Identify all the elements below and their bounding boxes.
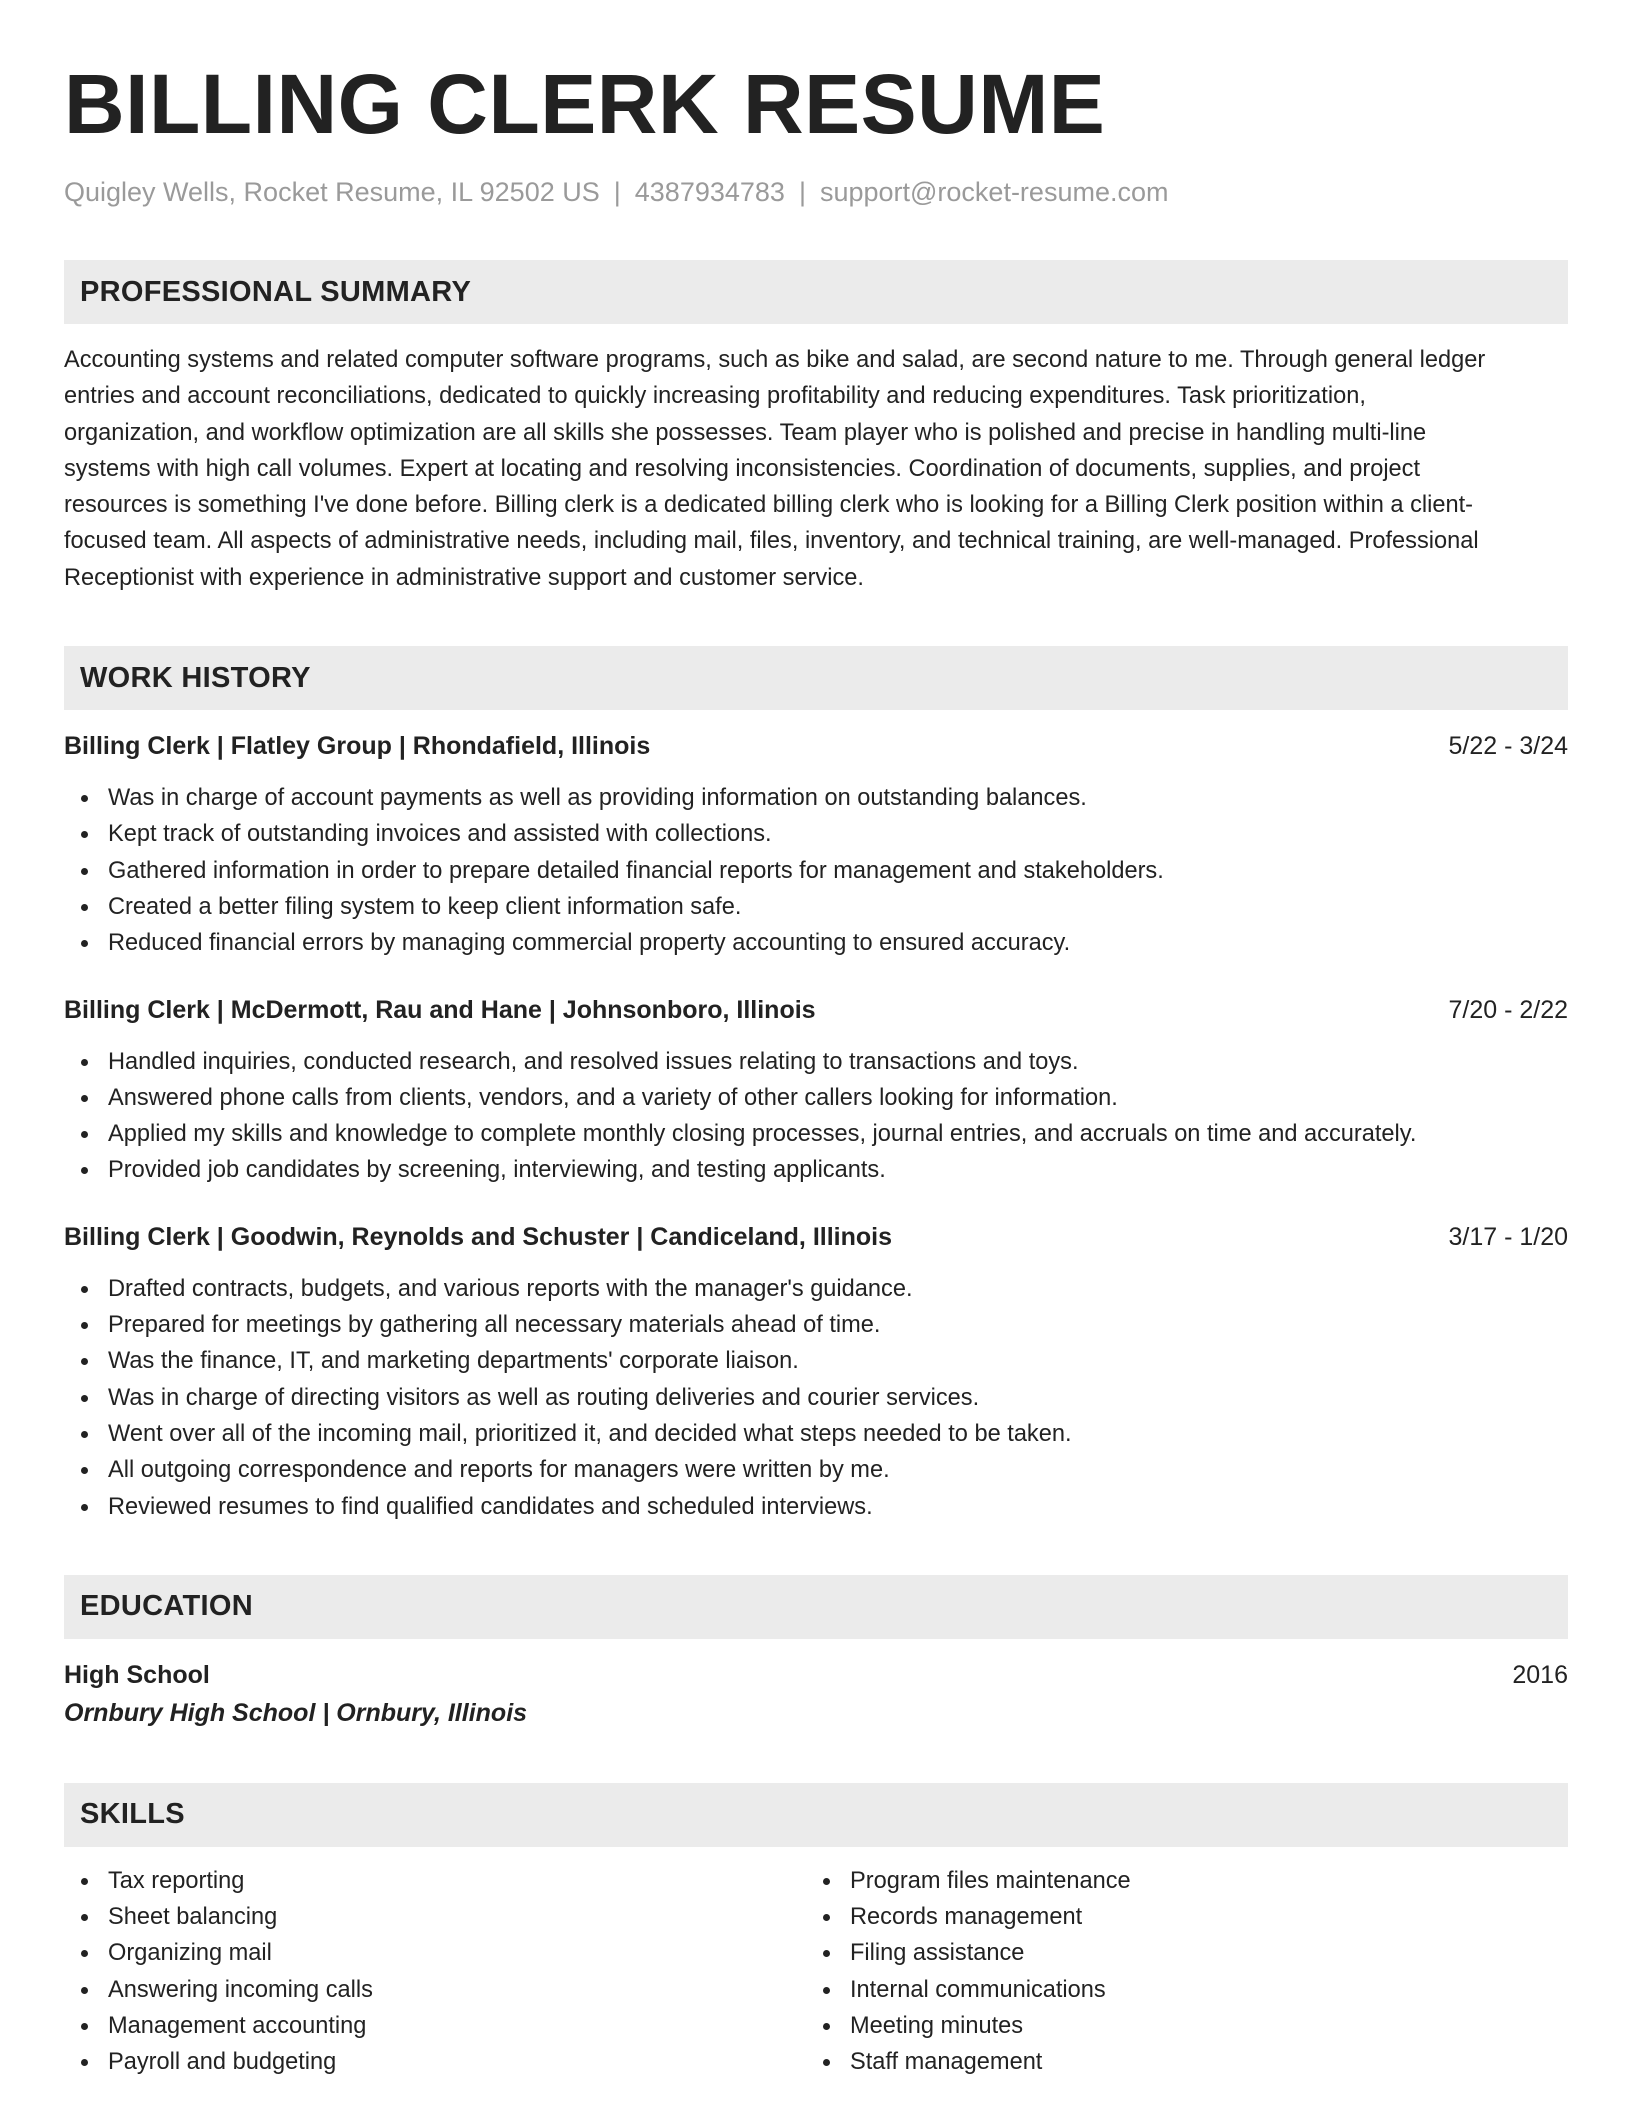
job-header (64, 728, 1568, 764)
section-heading-summary: PROFESSIONAL SUMMARY (64, 260, 1568, 324)
skill-item: Management accounting (64, 2008, 806, 2044)
contact-line (64, 174, 1568, 210)
education-header (64, 1657, 1568, 1693)
job-title: Billing Clerk | Flatley Group | Rhondafield, Illinois (64, 732, 651, 761)
skill-item: Records management (806, 1899, 1548, 1935)
section-heading-work-history: WORK HISTORY (64, 646, 1568, 710)
skills-column-right (806, 1863, 1548, 2081)
job-header (64, 992, 1568, 1028)
contact-address: Quigley Wells, Rocket Resume, IL 92502 US (64, 177, 600, 207)
job-entry (64, 728, 1568, 961)
section-heading-skills: SKILLS (64, 1783, 1568, 1847)
education-year: 2016 (1512, 1660, 1568, 1689)
summary-line: Receptionist with experience in administrative support and customer service. (64, 564, 864, 591)
skill-item: Filing assistance (806, 1935, 1548, 1971)
job-dates: 3/17 - 1/20 (1448, 1222, 1568, 1251)
job-header (64, 1219, 1568, 1255)
list-item: Provided job candidates by screening, interviewing, and testing applicants. (64, 1152, 1568, 1188)
contact-separator: | (613, 177, 621, 207)
list-item: Prepared for meetings by gathering all necessary materials ahead of time. (64, 1307, 1568, 1343)
job-entry (64, 992, 1568, 1189)
list-item: Kept track of outstanding invoices and assisted with collections. (64, 816, 1568, 852)
skills-column-left (64, 1863, 806, 2081)
list-item: Answered phone calls from clients, vendors, and a variety of other callers looking for information. (64, 1080, 1568, 1116)
education-degree: High School (64, 1660, 210, 1689)
summary-line: entries and account reconciliations, dedicated to quickly increasing profitability and reducing expenditures. Task prioritization, (64, 383, 1366, 410)
list-item: Drafted contracts, budgets, and various reports with the manager's guidance. (64, 1271, 1568, 1307)
list-item: Gathered information in order to prepare detailed financial reports for management and stakeholders. (64, 853, 1568, 889)
job-bullets (64, 1271, 1568, 1525)
skill-item: Meeting minutes (806, 2008, 1548, 2044)
skill-item: Organizing mail (64, 1935, 806, 1971)
contact-email[interactable]: support@rocket-resume.com (819, 177, 1169, 207)
contact-separator: | (798, 177, 806, 207)
skill-item: Program files maintenance (806, 1863, 1548, 1899)
list-item: Was in charge of directing visitors as well as routing deliveries and courier services. (64, 1380, 1568, 1416)
skills-bullets (806, 1863, 1548, 2081)
summary-line: resources is something I've done before. Billing clerk is a dedicated billing clerk who is looking for a Billing Clerk position within a client- (64, 492, 1474, 519)
skill-item: Internal communications (806, 1972, 1548, 2008)
job-dates: 7/20 - 2/22 (1448, 995, 1568, 1024)
skill-item: Sheet balancing (64, 1899, 806, 1935)
summary-line: Accounting systems and related computer software programs, such as bike and salad, are second nature to me. Through general ledger (64, 347, 1486, 373)
education-school: Ornbury High School | Ornbury, Illinois (64, 1698, 528, 1727)
skills-list (64, 1863, 1568, 2081)
summary-line: focused team. All aspects of administrative needs, including mail, files, inventory, and technical training, are well-managed. Professional (64, 528, 1479, 555)
list-item: Created a better filing system to keep client information safe. (64, 889, 1568, 925)
list-item: Went over all of the incoming mail, prioritized it, and decided what steps needed to be taken. (64, 1416, 1568, 1452)
job-entry (64, 1219, 1568, 1525)
list-item: Reduced financial errors by managing commercial property accounting to ensured accuracy. (64, 925, 1568, 961)
skill-item: Answering incoming calls (64, 1972, 806, 2008)
list-item: Applied my skills and knowledge to complete monthly closing processes, journal entries, and accruals on time and accurately. (64, 1116, 1568, 1152)
skills-bullets (64, 1863, 806, 2081)
skill-item: Tax reporting (64, 1863, 806, 1899)
list-item: All outgoing correspondence and reports for managers were written by me. (64, 1452, 1568, 1488)
list-item: Reviewed resumes to find qualified candidates and scheduled interviews. (64, 1489, 1568, 1525)
job-dates: 5/22 - 3/24 (1448, 732, 1568, 761)
summary-line: systems with high call volumes. Expert at locating and resolving inconsistencies. Coordination of documents, supplies, and project (64, 455, 1421, 482)
job-title: Billing Clerk | McDermott, Rau and Hane | Johnsonboro, Illinois (64, 995, 816, 1024)
contact-phone: 4387934783 (634, 177, 785, 207)
job-bullets (64, 780, 1568, 961)
section-heading-education: EDUCATION (64, 1575, 1568, 1639)
job-bullets (64, 1044, 1568, 1189)
resume-title: BILLING CLERK RESUME (64, 57, 1106, 151)
summary-line: organization, and workflow optimization are all skills she possesses. Team player who is polished and precise in handling multi-line (64, 419, 1427, 446)
education-entry (64, 1657, 1568, 1733)
skill-item: Payroll and budgeting (64, 2044, 806, 2080)
skill-item: Staff management (806, 2044, 1548, 2080)
list-item: Was the finance, IT, and marketing departments' corporate liaison. (64, 1343, 1568, 1379)
list-item: Handled inquiries, conducted research, and resolved issues relating to transactions and toys. (64, 1044, 1568, 1080)
summary-text (64, 342, 1568, 596)
job-title: Billing Clerk | Goodwin, Reynolds and Schuster | Candiceland, Illinois (64, 1222, 893, 1251)
list-item: Was in charge of account payments as well as providing information on outstanding balances. (64, 780, 1568, 816)
